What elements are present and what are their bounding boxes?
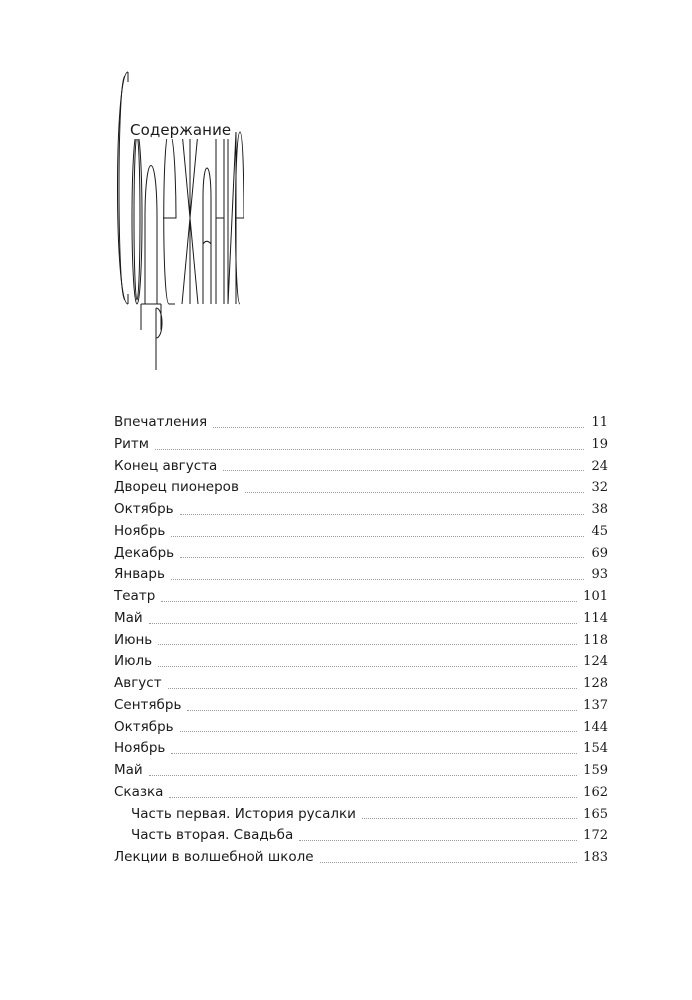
page-title: Содержание xyxy=(130,121,232,139)
toc-entry[interactable] xyxy=(114,521,608,543)
toc-entry-page-number: 162 xyxy=(583,784,608,800)
toc-entry-title: Дворец пионеров xyxy=(114,479,239,496)
dot-leader xyxy=(362,818,577,819)
toc-entry[interactable] xyxy=(114,651,608,673)
toc-entry-page-number: 183 xyxy=(583,850,608,865)
toc-entry-page-number: 11 xyxy=(591,415,608,430)
toc-entry[interactable] xyxy=(114,456,608,478)
toc-entry-title: Ритм xyxy=(114,435,149,452)
dot-leader xyxy=(180,731,578,732)
dot-leader xyxy=(149,623,577,624)
dot-leader xyxy=(320,862,578,863)
toc-entry-title: Театр xyxy=(114,588,156,604)
dot-leader xyxy=(299,840,577,841)
toc-entry-page-number: 137 xyxy=(583,697,608,713)
toc-entry[interactable] xyxy=(114,412,608,434)
toc-entry-title: Впечатления xyxy=(114,414,208,430)
toc-entry[interactable] xyxy=(114,477,608,499)
toc-entry-page-number: 101 xyxy=(583,589,608,604)
toc-entry-title: Август xyxy=(114,675,162,691)
toc-entry-page-number: 114 xyxy=(583,610,608,626)
decorative-title-lettering xyxy=(104,68,244,378)
toc-entry[interactable] xyxy=(114,434,608,456)
toc-entry-title: Октябрь xyxy=(114,501,174,517)
dot-leader xyxy=(180,557,584,558)
dot-leader xyxy=(161,601,577,602)
toc-entry-title: Ноябрь xyxy=(114,522,166,539)
toc-entry-page-number: 172 xyxy=(583,828,608,844)
dot-leader xyxy=(171,753,577,754)
dot-leader xyxy=(245,492,584,493)
dot-leader xyxy=(171,579,584,580)
toc-entry[interactable] xyxy=(114,760,608,782)
toc-entry[interactable] xyxy=(114,804,608,826)
toc-entry[interactable] xyxy=(114,782,608,804)
toc-entry[interactable] xyxy=(114,825,608,847)
toc-entry-title: Сентябрь xyxy=(114,696,182,713)
toc-entry-page-number: 159 xyxy=(583,763,608,778)
toc-entry-page-number: 38 xyxy=(591,502,608,517)
toc-entry-title: Часть первая. История русалки xyxy=(131,805,356,822)
toc-entry[interactable] xyxy=(114,630,608,652)
toc-entry[interactable] xyxy=(114,586,608,608)
toc-entry[interactable] xyxy=(114,608,608,630)
dot-leader xyxy=(158,644,577,645)
dot-leader xyxy=(180,514,584,515)
toc-entry[interactable] xyxy=(114,717,608,739)
toc-entry-title: Июль xyxy=(114,653,153,670)
toc-entry-page-number: 19 xyxy=(591,436,608,452)
toc-entry-title: Июнь xyxy=(114,631,153,648)
toc-entry-title: Конец августа xyxy=(114,457,218,474)
toc-entry-page-number: 69 xyxy=(591,545,608,561)
toc-entry[interactable] xyxy=(114,847,608,869)
dot-leader xyxy=(187,710,577,711)
toc-entry-page-number: 45 xyxy=(591,523,608,539)
toc-entry-page-number: 128 xyxy=(583,676,608,691)
toc-entry-page-number: 118 xyxy=(583,632,608,648)
dot-leader xyxy=(213,427,584,428)
toc-entry-page-number: 32 xyxy=(591,480,608,496)
dot-leader xyxy=(169,797,577,798)
toc-entry-title: Май xyxy=(114,609,143,626)
toc-entry[interactable] xyxy=(114,695,608,717)
toc-entry-title: Январь xyxy=(114,566,165,583)
dot-leader xyxy=(158,666,577,667)
dot-leader xyxy=(223,470,584,471)
toc-entry-page-number: 93 xyxy=(591,567,608,583)
toc-entry-title: Октябрь xyxy=(114,718,174,735)
toc-entry[interactable] xyxy=(114,673,608,695)
toc-entry-page-number: 165 xyxy=(583,806,608,822)
dot-leader xyxy=(168,688,578,689)
toc-entry-title: Ноябрь xyxy=(114,740,166,757)
toc-entry[interactable] xyxy=(114,499,608,521)
toc-entry[interactable] xyxy=(114,564,608,586)
toc-entry-page-number: 144 xyxy=(583,719,608,735)
toc-entry[interactable] xyxy=(114,738,608,760)
toc-entry-title: Часть вторая. Свадьба xyxy=(131,827,294,844)
toc-entry-title: Декабрь xyxy=(114,544,175,561)
toc-entry-page-number: 154 xyxy=(583,741,608,757)
dot-leader xyxy=(149,775,577,776)
toc-entry-title: Сказка xyxy=(114,783,164,800)
dot-leader xyxy=(155,449,584,450)
toc-entry-page-number: 24 xyxy=(591,458,608,474)
toc-entry-page-number: 124 xyxy=(583,654,608,670)
toc-entry-title: Май xyxy=(114,762,143,778)
table-of-contents xyxy=(114,412,608,869)
toc-entry-title: Лекции в волшебной школе xyxy=(114,849,314,865)
toc-entry[interactable] xyxy=(114,543,608,565)
dot-leader xyxy=(171,536,584,537)
